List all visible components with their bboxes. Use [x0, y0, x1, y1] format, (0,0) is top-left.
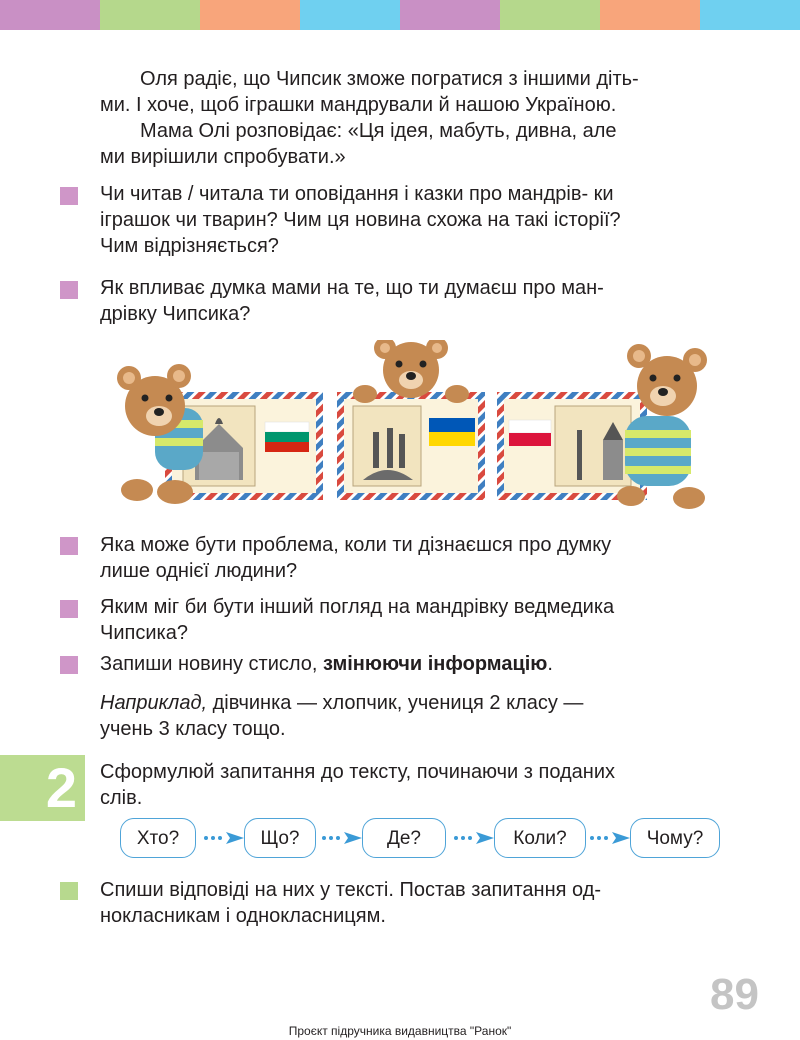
page-number: 89 [710, 970, 759, 1019]
question-line: Чипсика? [100, 622, 188, 644]
question-word-box: Хто? [120, 818, 196, 858]
color-block [500, 0, 600, 30]
question-line: лише однієї людини? [100, 560, 298, 582]
example-label: Наприклад, [100, 692, 208, 714]
question-line: Яка може бути проблема, коли ти дізнаєшся про думку [100, 534, 612, 556]
question-word-box: Коли? [494, 818, 586, 858]
top-color-bar [0, 0, 800, 30]
arrow-right-icon [450, 826, 500, 850]
color-block [600, 0, 700, 30]
intro-line: Мама Олі розповідає: «Ця ідея, мабуть, дивна, але [140, 120, 617, 142]
arrow-right-icon [200, 826, 250, 850]
color-block [0, 0, 100, 30]
color-block [700, 0, 800, 30]
question-line: Яким міг би бути інший погляд на мандрівку ведмедика [100, 596, 615, 618]
task-2-text [100, 759, 740, 811]
example-content: дівчинка — хлопчик, учениця 2 класу — [207, 692, 584, 714]
question-line: Чим відрізняється? [100, 235, 279, 257]
question-4 [100, 594, 740, 646]
footer-text: Проєкт підручника видавництва "Ранок" [288, 1024, 512, 1038]
task-number-badge: 2 [0, 755, 85, 821]
bullet-square [60, 600, 78, 618]
intro-line: ми. І хоче, щоб іграшки мандрували й нашою Україною. [100, 94, 617, 116]
question-text: Запиши новину стисло, [100, 653, 324, 675]
question-2 [100, 275, 740, 327]
question-word-box: Де? [362, 818, 446, 858]
question-line: іграшок чи тварин? Чим ця новина схожа на такі історії? [100, 209, 621, 231]
teddy-bear-icon [353, 340, 469, 403]
bullet-square [60, 187, 78, 205]
color-block [400, 0, 500, 30]
question-word-box: Чому? [630, 818, 720, 858]
bullet-square [60, 656, 78, 674]
bullet-square [60, 537, 78, 555]
poland-flag-icon [509, 420, 551, 446]
arrow-right-icon [318, 826, 368, 850]
punctuation: . [547, 653, 553, 675]
intro-line: ми вирішили спробувати.» [100, 146, 346, 168]
bullet-square [60, 281, 78, 299]
example-text [100, 690, 740, 742]
intro-line: Оля радіє, що Чипсик зможе погратися з іншими діть- [140, 68, 639, 90]
task-line: Сформулюй запитання до тексту, починаючи з поданих [100, 761, 616, 783]
question-line: Як впливає думка мами на те, що ти думаєш про ман- [100, 277, 604, 299]
question-word-box: Що? [244, 818, 316, 858]
question-3 [100, 532, 740, 584]
question-line: Чи читав / читала ти оповідання і казки про мандрів- ки [100, 183, 614, 205]
example-line: учень 3 класу тощо. [100, 718, 286, 740]
question-line [100, 651, 740, 677]
question-1 [100, 181, 740, 259]
arrow-right-icon [586, 826, 636, 850]
ukraine-flag-icon [429, 418, 475, 446]
task-line: слів. [100, 787, 143, 809]
teddy-bears-postcards-illustration [115, 340, 725, 512]
color-block [100, 0, 200, 30]
color-block [200, 0, 300, 30]
bullet-square [60, 882, 78, 900]
example-line [100, 690, 740, 716]
question-line: дрівку Чипсика? [100, 303, 251, 325]
question-6 [100, 877, 740, 929]
bulgaria-flag-icon [265, 422, 309, 452]
emphasis-text: змінюючи інформацію [323, 653, 548, 675]
intro-text [100, 66, 740, 170]
question-line: Спиши відповіді на них у тексті. Постав запитання од- [100, 879, 602, 901]
color-block [300, 0, 400, 30]
question-5 [100, 651, 740, 677]
question-line: нокласникам і однокласницям. [100, 905, 386, 927]
